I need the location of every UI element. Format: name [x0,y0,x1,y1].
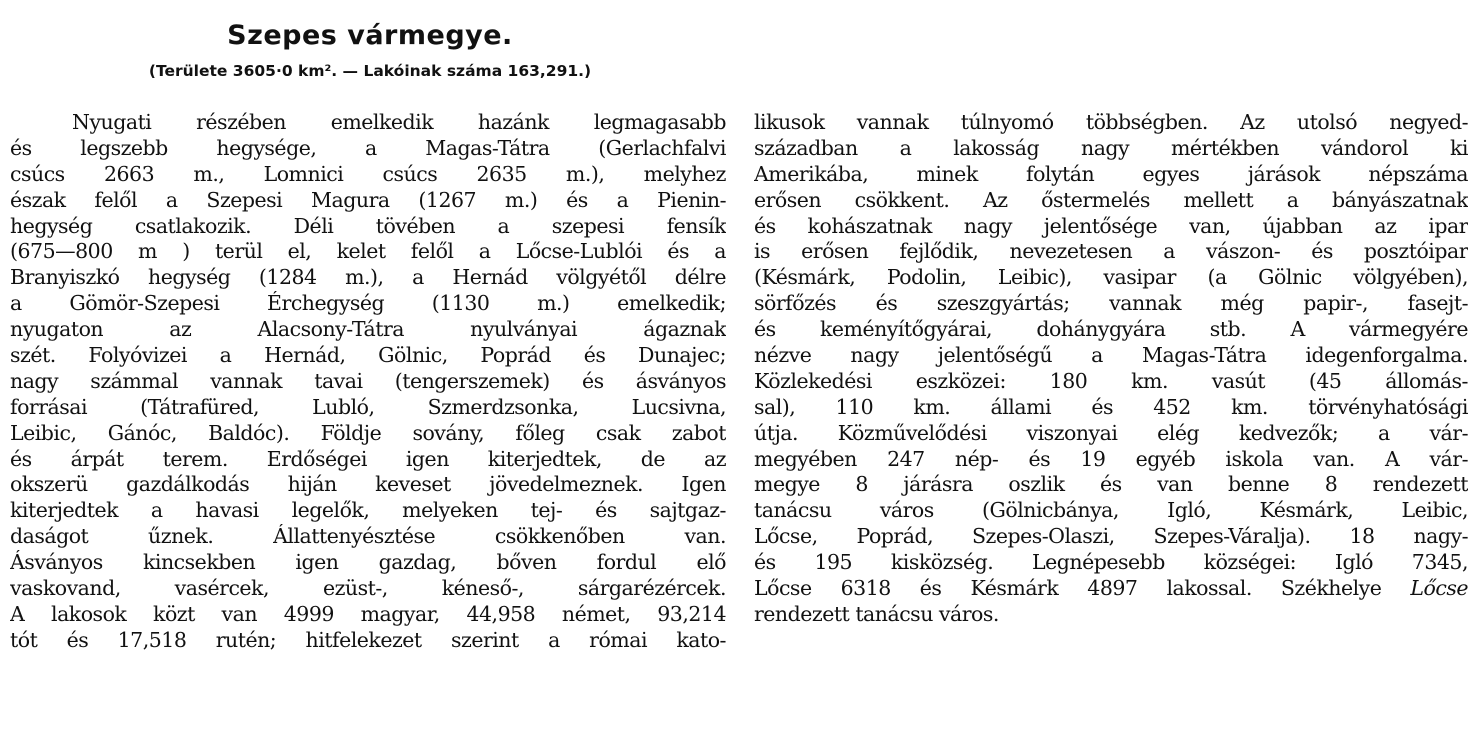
text-line: megyében 247 nép- és 19 egyéb iskola van. A vár- [754,446,1468,471]
text-line-content: Lőcse 6318 és Késmárk 4897 lakossal. Székhelye [754,576,1382,601]
text-line: is erősen fejlődik, nevezetesen a vászon- és posztóipar [754,239,1468,264]
text-line [754,576,1468,602]
text-line: tanácsu város (Gölnicbánya, Igló, Késmárk, Leibic, [754,498,1468,523]
text-line: A lakosok közt van 4999 magyar, 44,958 német, 93,214 [10,601,726,626]
text-line: okszerü gazdálkodás hiján keveset jövedelmeznek. Igen [10,472,726,497]
text-line: és keményítőgyárai, dohánygyára stb. A vármegyére [754,317,1468,342]
text-line: nagy számmal vannak tavai (tengerszemek) és ásványos [10,368,726,393]
text-line: és legszebb hegysége, a Magas-Tátra (Gerlachfalvi [10,135,726,160]
text-line: kiterjedtek a havasi legelők, melyeken tej- és sajtgaz- [10,498,726,523]
text-line: és 195 kisközség. Legnépesebb községei: Igló 7345, [754,550,1468,575]
document-title: Szepes vármegye. [227,20,513,51]
text-line: és kohászatnak nagy jelentősége van, újabban az ipar [754,213,1468,238]
left-text-column [10,110,726,654]
text-line: (Késmárk, Podolin, Leibic), vasipar (a Gölnic völgyében), [754,265,1468,290]
text-line: Nyugati részében emelkedik hazánk legmagasabb [72,110,726,134]
text-line: Ásványos kincsekben igen gazdag, bőven fordul elő [10,550,726,575]
document-subtitle: (Területe 3605·0 km². — Lakóinak száma 163,291.) [148,62,592,80]
text-line: a Gömör-Szepesi Érchegység (1130 m.) emelkedik; [10,291,726,316]
text-line: Branyiszkó hegység (1284 m.), a Hernád völgyétől délre [10,265,726,290]
text-line: hegység csatlakozik. Déli tövében a szepesi fensík [10,213,726,238]
text-line: században a lakosság nagy mértékben vándorol ki [754,135,1468,160]
text-line: rendezett tanácsu város. [754,601,999,626]
text-line: nézve nagy jelentőségű a Magas-Tátra idegenforgalma. [754,343,1468,368]
text-line: megye 8 járásra oszlik és van benne 8 rendezett [754,472,1468,497]
text-line: nyugaton az Alacsony-Tátra nyulványai ágaznak [10,317,726,342]
text-line: Amerikába, minek folytán egyes járások népszáma [754,161,1468,186]
text-line: sal), 110 km. állami és 452 km. törvényhatósági [754,394,1468,419]
text-line: likusok vannak túlnyomó többségben. Az utolsó negyed- [754,110,1468,134]
text-line: útja. Közművelődési viszonyai elég kedvezők; a vár- [754,420,1468,445]
text-line: daságot űznek. Állattenyésztése csökkenőben van. [10,524,726,549]
text-line: sörfőzés és szeszgyártás; vannak még papir-, fasejt- [754,291,1468,316]
text-line: szét. Folyóvizei a Hernád, Gölnic, Poprád és Dunajec; [10,343,726,368]
text-line: Leibic, Gánóc, Baldóc). Földje sovány, főleg csak zabot [10,420,726,445]
text-line: forrásai (Tátrafüred, Lubló, Szmerdzsonka, Lucsivna, [10,394,726,419]
right-text-column [754,110,1468,628]
text-line: erősen csökkent. Az őstermelés mellett a bányászatnak [754,187,1468,212]
text-line: Lőcse, Poprád, Szepes-Olaszi, Szepes-Váralja). 18 nagy- [754,524,1468,549]
text-line: és árpát terem. Erdőségei igen kiterjedtek, de az [10,446,726,471]
text-line: vaskovand, vasércek, ezüst-, kéneső-, sárgarézércek. [10,576,726,601]
text-line: észak felől a Szepesi Magura (1267 m.) és a Pienin- [10,187,726,212]
county-seat-name: Lőcse [1410,576,1468,601]
text-line: Közlekedési eszközei: 180 km. vasút (45 állomás- [754,368,1468,393]
text-line: tót és 17,518 rutén; hitfelekezet szerint a római kato- [10,627,726,652]
text-line: (675—800 m ) terül el, kelet felől a Lőcse-Lublói és a [10,239,726,264]
text-line: csúcs 2663 m., Lomnici csúcs 2635 m.), melyhez [10,161,726,186]
